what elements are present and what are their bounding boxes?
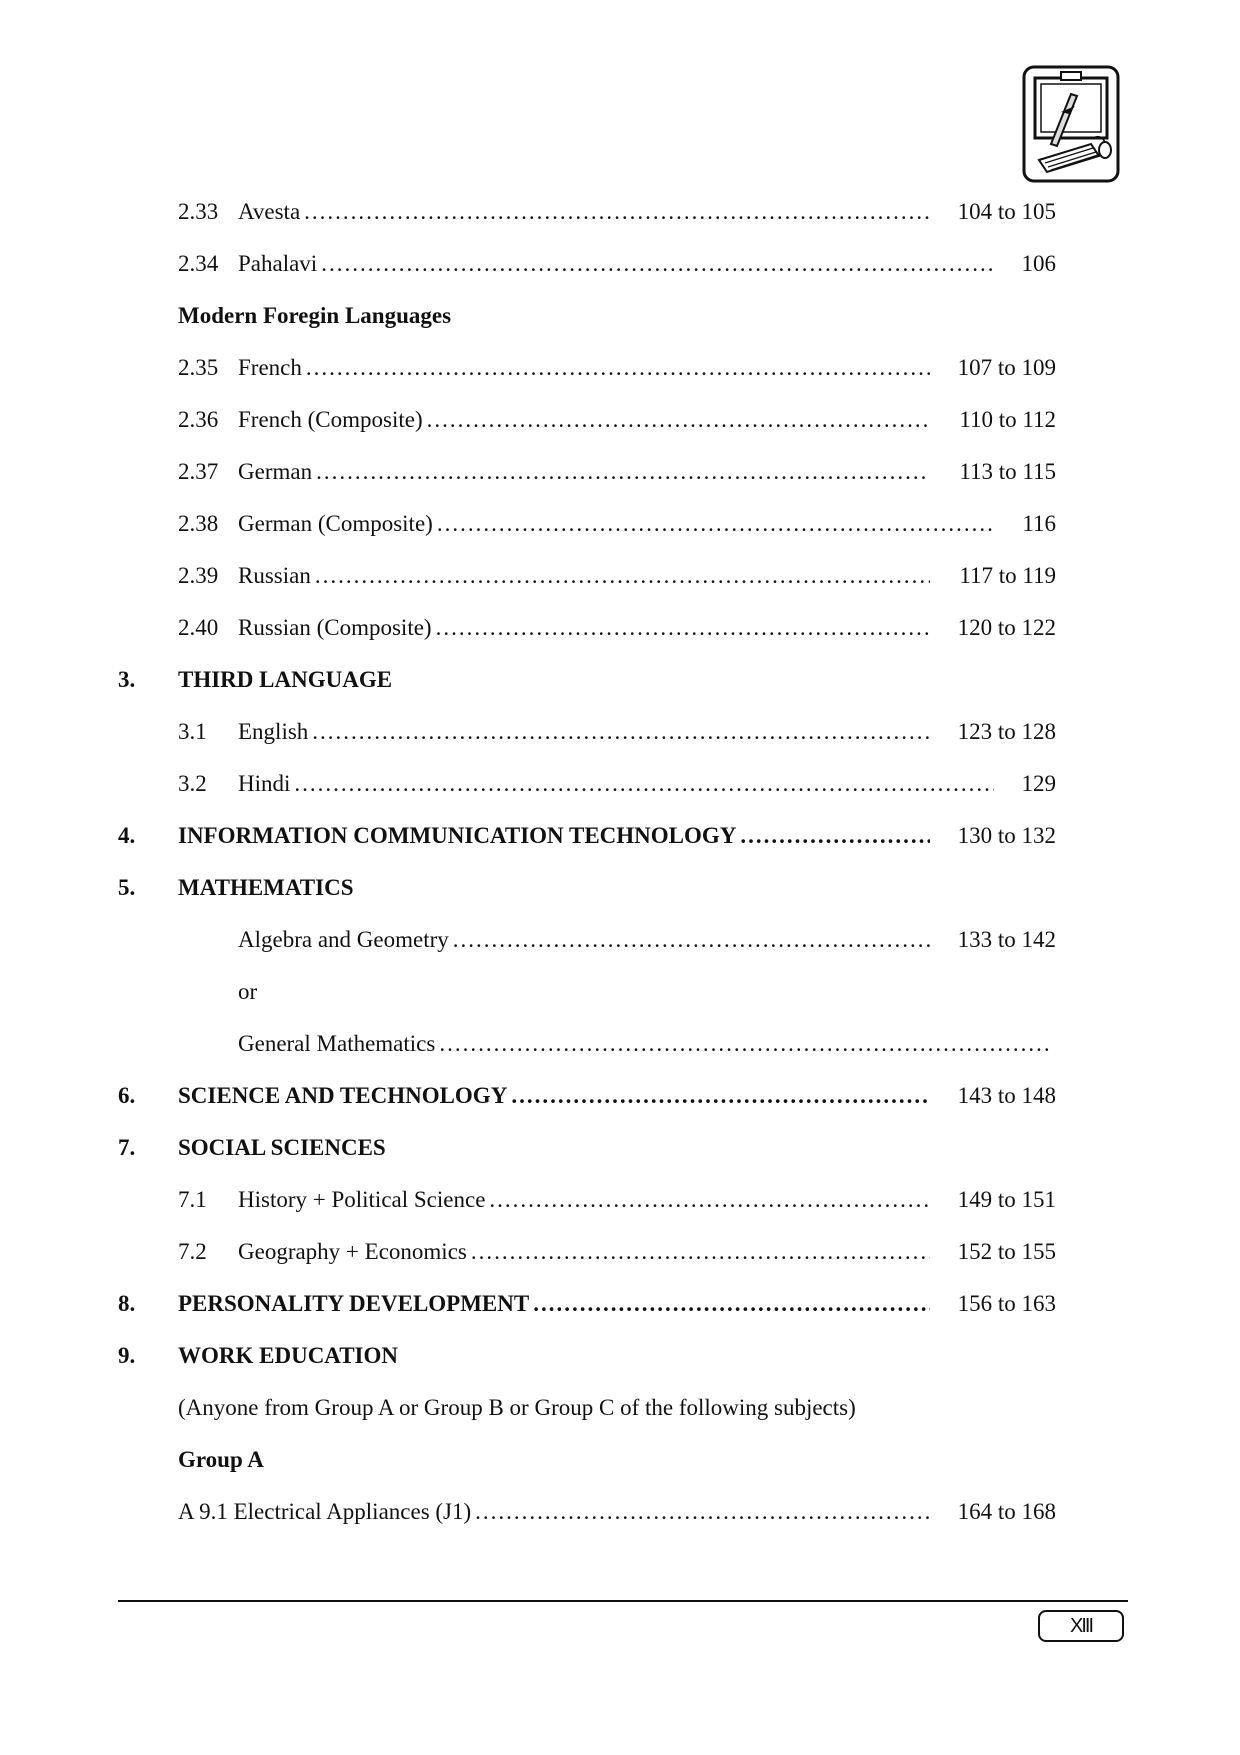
toc-row <box>0 348 1240 388</box>
entry-number: 2.34 <box>178 251 219 276</box>
group-heading: Group A <box>178 1447 264 1472</box>
section-pages: 130 to 132 <box>957 823 1056 848</box>
entry-title-leader <box>238 452 936 492</box>
section-title: MATHEMATICS <box>178 875 354 900</box>
footer-rule <box>118 1600 1128 1602</box>
toc-row <box>0 1336 1240 1376</box>
entry-pages: 129 <box>1021 771 1056 796</box>
section-number: 6. <box>118 1083 136 1108</box>
entry-title-leader <box>238 504 1000 544</box>
entry-pages: 133 to 142 <box>957 927 1056 952</box>
toc-row <box>0 608 1240 648</box>
toc-row <box>0 1388 1240 1428</box>
toc-row <box>0 452 1240 492</box>
toc-row <box>0 400 1240 440</box>
toc-row <box>0 660 1240 700</box>
entry-title: Algebra and Geometry <box>238 927 449 952</box>
entry-pages: 106 <box>1021 251 1056 276</box>
toc-row <box>0 816 1240 856</box>
entry-title-leader <box>238 400 936 440</box>
section-number: 9. <box>118 1343 136 1368</box>
toc-row <box>0 764 1240 804</box>
or-text: or <box>238 979 258 1004</box>
entry-pages: 164 to 168 <box>957 1499 1056 1524</box>
section-title: WORK EDUCATION <box>178 1343 399 1368</box>
section-title: SCIENCE AND TECHNOLOGY <box>178 1083 508 1108</box>
entry-title-leader <box>238 764 1000 804</box>
entry-title-leader <box>238 192 936 232</box>
computer-drawing-icon <box>1021 64 1121 184</box>
entry-title-leader <box>238 556 936 596</box>
section-number: 8. <box>118 1291 136 1316</box>
entry-title: Hindi <box>238 771 291 796</box>
section-title: PERSONALITY DEVELOPMENT <box>178 1291 530 1316</box>
entry-title: Pahalavi <box>238 251 318 276</box>
section-title: SOCIAL SCIENCES <box>178 1135 386 1160</box>
entry-title: Russian <box>238 563 311 588</box>
entry-title-leader <box>238 608 936 648</box>
entry-pages: 107 to 109 <box>957 355 1056 380</box>
entry-number: 2.36 <box>178 407 219 432</box>
entry-title: French (Composite) <box>238 407 423 432</box>
entry-pages: 110 to 112 <box>959 407 1056 432</box>
entry-title-leader <box>238 348 936 388</box>
section-title: THIRD LANGUAGE <box>178 667 393 692</box>
section-subheading: Modern Foregin Languages <box>178 303 452 328</box>
entry-pages: 117 to 119 <box>959 563 1056 588</box>
entry-pages: 149 to 151 <box>957 1187 1056 1212</box>
entry-pages: 104 to 105 <box>957 199 1056 224</box>
entry-pages: 123 to 128 <box>957 719 1056 744</box>
toc-row <box>0 1128 1240 1168</box>
toc-row <box>0 920 1240 960</box>
entry-title: English <box>238 719 309 744</box>
entry-title-leader <box>238 920 936 960</box>
section-number: 4. <box>118 823 136 848</box>
entry-title: A 9.1 Electrical Appliances (J1) <box>178 1499 472 1524</box>
entry-number: 2.38 <box>178 511 219 536</box>
section-note: (Anyone from Group A or Group B or Group C of the following subjects) <box>178 1395 856 1420</box>
toc-row <box>0 296 1240 336</box>
entry-title: German (Composite) <box>238 511 433 536</box>
section-title-leader <box>178 1076 936 1116</box>
toc-row <box>0 972 1240 1012</box>
toc-row <box>0 1232 1240 1272</box>
toc-row <box>0 712 1240 752</box>
entry-title: Geography + Economics <box>238 1239 467 1264</box>
entry-title: History + Political Science <box>238 1187 486 1212</box>
entry-number: 2.33 <box>178 199 219 224</box>
entry-number: 2.40 <box>178 615 219 640</box>
entry-title-leader <box>238 1180 936 1220</box>
toc-row <box>0 244 1240 284</box>
toc-row <box>0 1284 1240 1324</box>
entry-pages: 152 to 155 <box>957 1239 1056 1264</box>
entry-title-leader <box>238 244 1000 284</box>
section-pages: 156 to 163 <box>957 1291 1056 1316</box>
entry-number: 3.1 <box>178 719 207 744</box>
toc-row <box>0 1024 1240 1064</box>
toc-row <box>0 1492 1240 1532</box>
entry-title: General Mathematics <box>238 1031 436 1056</box>
entry-title: French <box>238 355 302 380</box>
section-title-leader <box>178 1284 936 1324</box>
toc-row <box>0 868 1240 908</box>
entry-number: 3.2 <box>178 771 207 796</box>
entry-title-leader <box>238 1024 1056 1064</box>
entry-pages: 120 to 122 <box>957 615 1056 640</box>
toc-row <box>0 192 1240 232</box>
section-number: 5. <box>118 875 136 900</box>
entry-title: Avesta <box>238 199 301 224</box>
section-title: INFORMATION COMMUNICATION TECHNOLOGY <box>178 823 737 848</box>
entry-number: 2.39 <box>178 563 219 588</box>
entry-number: 7.2 <box>178 1239 207 1264</box>
section-pages: 143 to 148 <box>957 1083 1056 1108</box>
toc-row <box>0 1180 1240 1220</box>
section-title-leader <box>178 816 936 856</box>
entry-number: 2.37 <box>178 459 219 484</box>
section-number: 3. <box>118 667 136 692</box>
page-number: XIII <box>1038 1610 1124 1642</box>
entry-pages: 116 <box>1022 511 1056 536</box>
toc-row <box>0 556 1240 596</box>
entry-title-leader <box>178 1492 936 1532</box>
toc-row <box>0 1076 1240 1116</box>
toc-row <box>0 1440 1240 1480</box>
section-number: 7. <box>118 1135 136 1160</box>
entry-title: German <box>238 459 313 484</box>
entry-pages: 113 to 115 <box>959 459 1056 484</box>
toc-row <box>0 504 1240 544</box>
entry-number: 7.1 <box>178 1187 207 1212</box>
entry-title-leader <box>238 1232 936 1272</box>
entry-number: 2.35 <box>178 355 219 380</box>
entry-title: Russian (Composite) <box>238 615 432 640</box>
entry-title-leader <box>238 712 936 752</box>
